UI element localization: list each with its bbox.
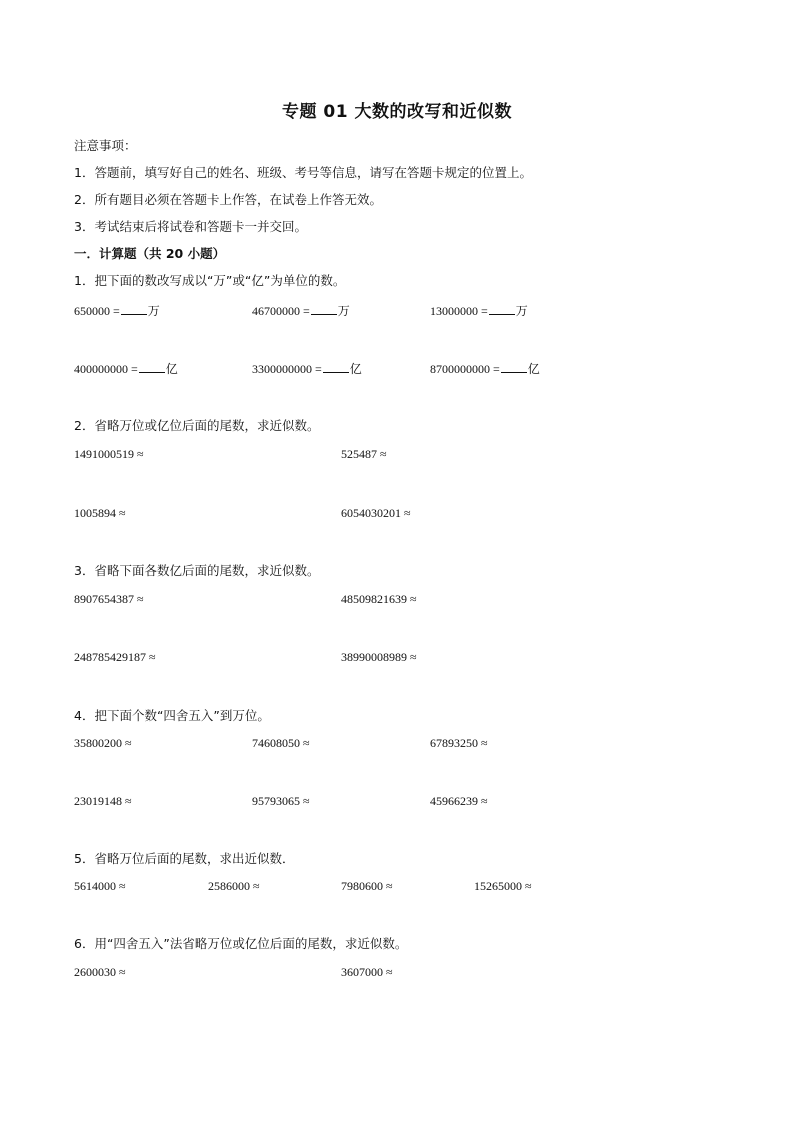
q4-item: 95793065 ≈ [252,794,310,808]
q1-item [74,360,178,377]
q6-prompt: 6．用“四舍五入”法省略万位或亿位后面的尾数，求近似数。 [74,936,408,951]
q2-item: 1491000519 ≈ [74,447,144,461]
q5-item: 2586000 ≈ [208,879,260,893]
q1-item [430,360,540,377]
q1-expr: 13000000 = [430,304,488,318]
q1-item [74,302,160,319]
answer-blank[interactable] [501,361,527,373]
answer-blank[interactable] [323,361,349,373]
q6-item: 2600030 ≈ [74,965,126,979]
answer-blank[interactable] [139,361,165,373]
q5-prompt: 5．省略万位后面的尾数，求出近似数． [74,851,295,866]
q5-item: 5614000 ≈ [74,879,126,893]
q5-item: 15265000 ≈ [474,879,532,893]
answer-blank[interactable] [121,303,147,315]
q1-unit: 亿 [527,362,540,376]
q1-prompt: 1．把下面的数改写成以“万”或“亿”为单位的数。 [74,273,346,288]
q6-item: 3607000 ≈ [341,965,393,979]
notice-heading: 注意事项： [74,138,137,153]
q5-item: 7980600 ≈ [341,879,393,893]
q1-item [252,302,350,319]
q1-expr: 3300000000 = [252,362,322,376]
q4-item: 74608050 ≈ [252,736,310,750]
q1-item [430,302,528,319]
q2-item: 1005894 ≈ [74,506,126,520]
section-heading: 一．计算题（共 20 小题） [74,246,226,261]
q1-unit: 亿 [349,362,362,376]
q4-item: 67893250 ≈ [430,736,488,750]
notice-item-1: 1．答题前，填写好自己的姓名、班级、考号等信息，请写在答题卡规定的位置上。 [74,165,532,180]
page-title: 专题 01 大数的改写和近似数 [282,102,512,122]
answer-blank[interactable] [311,303,337,315]
q1-item [252,360,362,377]
q3-item: 38990008989 ≈ [341,650,417,664]
q4-prompt: 4．把下面个数“四舍五入”到万位。 [74,708,270,723]
q4-item: 23019148 ≈ [74,794,132,808]
q4-item: 35800200 ≈ [74,736,132,750]
q3-item: 48509821639 ≈ [341,592,417,606]
q3-item: 8907654387 ≈ [74,592,144,606]
q1-unit: 万 [515,304,528,318]
q1-unit: 亿 [165,362,178,376]
notice-item-3: 3．考试结束后将试卷和答题卡一并交回。 [74,219,307,234]
q1-unit: 万 [147,304,160,318]
notice-item-2: 2．所有题目必须在答题卡上作答，在试卷上作答无效。 [74,192,382,207]
q1-expr: 650000 = [74,304,120,318]
answer-blank[interactable] [489,303,515,315]
q1-expr: 400000000 = [74,362,138,376]
q2-item: 525487 ≈ [341,447,387,461]
q1-unit: 万 [337,304,350,318]
q3-prompt: 3．省略下面各数亿后面的尾数，求近似数。 [74,563,320,578]
q2-item: 6054030201 ≈ [341,506,411,520]
q3-item: 248785429187 ≈ [74,650,156,664]
q1-expr: 8700000000 = [430,362,500,376]
q1-expr: 46700000 = [252,304,310,318]
q4-item: 45966239 ≈ [430,794,488,808]
q2-prompt: 2．省略万位或亿位后面的尾数，求近似数。 [74,418,320,433]
